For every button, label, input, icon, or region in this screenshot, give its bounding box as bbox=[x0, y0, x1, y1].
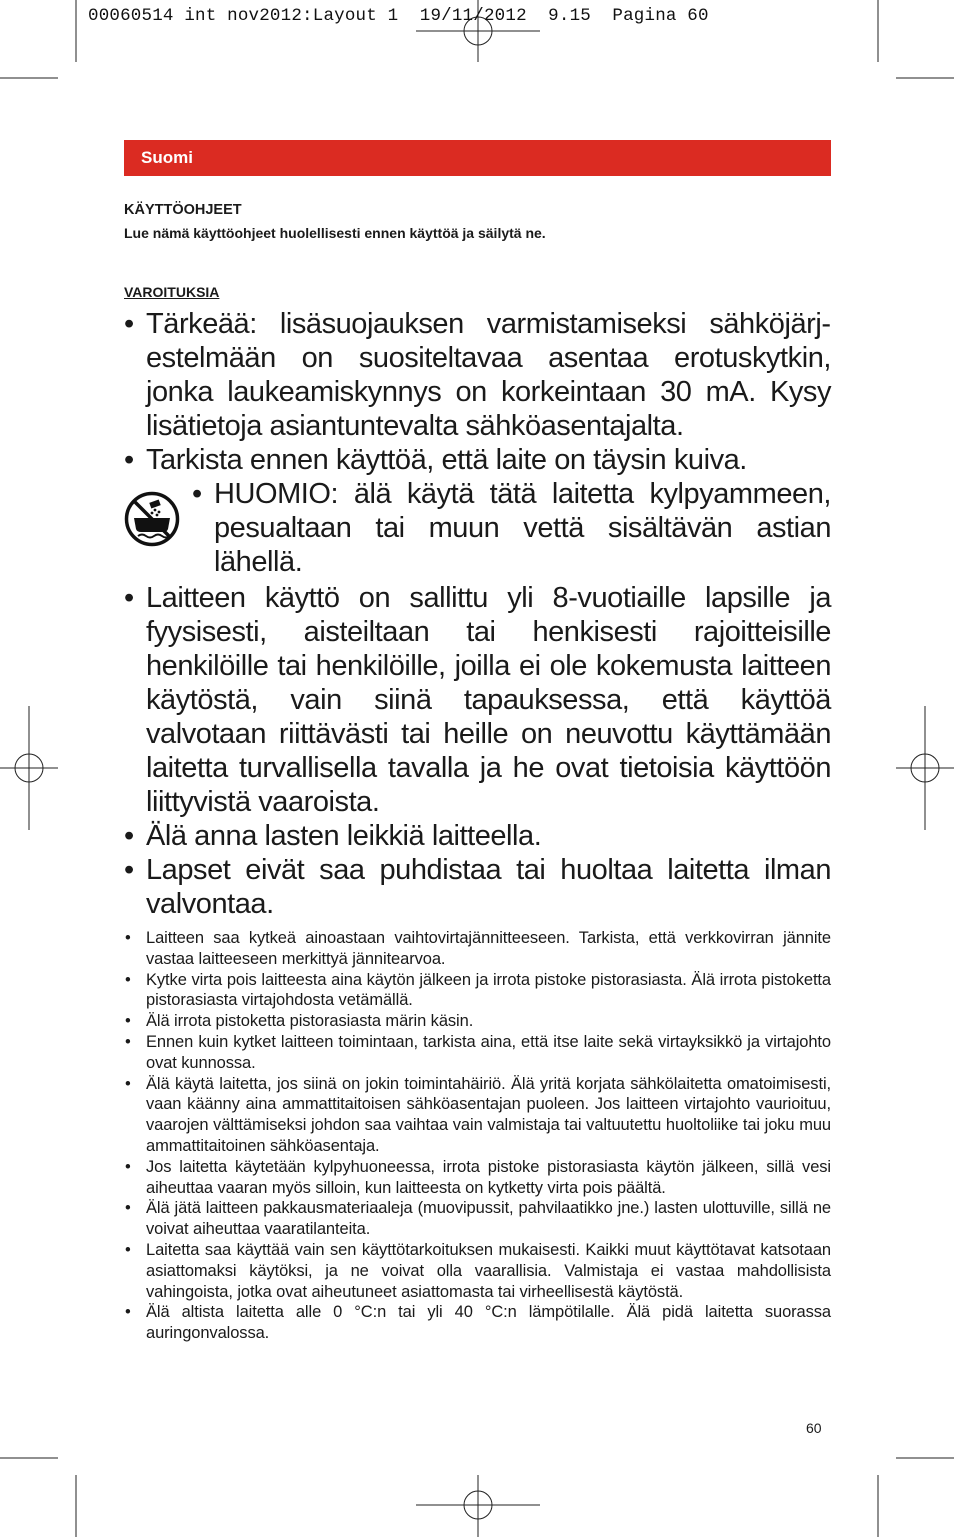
minor-warning-item: • Laitteen saa kytkeä ainoastaan vaihtovirtajännitteeseen. Tarkista, että verkkovirran jännite vastaa laitteeseen merkittyä jännitearvoa. bbox=[124, 928, 831, 970]
major-warning-item: • Älä anna lasten leikkiä laitteella. bbox=[124, 819, 831, 853]
instructions-heading: KÄYTTÖOHJEET bbox=[124, 202, 242, 218]
print-slug: 00060514 int nov2012:Layout 1 19/11/2012 9.15 Pagina 60 bbox=[88, 6, 709, 26]
language-label: Suomi bbox=[141, 148, 193, 167]
minor-warning-item: • Älä jätä laitteen pakkausmateriaaleja (muovipussit, pahvilaatikko jne.) lasten ulottuville, sillä ne voivat aiheuttaa vaaratilanteita. bbox=[124, 1198, 831, 1240]
registration-mark-right bbox=[896, 706, 954, 830]
major-warning-item: • Laitteen käyttö on sallittu yli 8-vuotiaille lapsille ja fyysisesti, aisteiltaan tai henkisesti rajoitteisille henkilöille tai henkilöille, joilla ei ole kokemusta laitteen käytöstä, vain siinä tapauksessa, että käyttöä valvotaan riittävästi tai heille on neuvottu käyttämään laitetta turvallisella tavalla ja he ovat tietoisia käyttöön liittyvistä vaaroista. bbox=[124, 581, 831, 819]
minor-warning-item: • Älä irrota pistoketta pistorasiasta märin käsin. bbox=[124, 1011, 831, 1032]
major-warnings-list bbox=[124, 307, 831, 921]
minor-warning-item: • Jos laitetta käytetään kylpyhuoneessa, irrota pistoke pistorasiasta käytön jälkeen, sillä vesi aiheuttaa vaaran myös silloin, kun laitteesta on kytketty virta pois päältä. bbox=[124, 1157, 831, 1199]
registration-mark-bottom bbox=[416, 1475, 540, 1537]
minor-warning-item: • Kytke virta pois laitteesta aina käytön jälkeen ja irrota pistoke pistorasiasta. Älä irrota pistoketta pistorasiasta virtajohdosta vetämällä. bbox=[124, 970, 831, 1012]
major-warning-item: • Tarkista ennen käyttöä, että laite on täysin kuiva. bbox=[124, 443, 831, 477]
major-warning-item: • Lapset eivät saa puhdistaa tai huoltaa laitetta ilman valvontaa. bbox=[124, 853, 831, 921]
minor-warning-item: • Älä käytä laitetta, jos siinä on jokin toimintahäiriö. Älä yritä korjata sähkölaitetta omatoimisesti, vaan käänny aina ammattitaitoisen sähköasentajan puoleen. Jos laitteen virtajohto vaurioituu, vaarojen välttämiseksi johdon saa vaihtaa vain valmistaja tai valtuutettu huoltoliike tai joku muu ammattitaitoinen sähköasentaja. bbox=[124, 1074, 831, 1157]
warnings-heading: VAROITUKSIA bbox=[124, 284, 220, 300]
language-bar bbox=[124, 140, 831, 176]
major-warning-item: • HUOMIO: älä käytä tätä laitetta kylpyammeen, pesualtaan tai muun vettä sisältävän astian lähellä. bbox=[192, 477, 831, 579]
minor-warning-item: • Laitetta saa käyttää vain sen käyttötarkoituksen mukaisesti. Kaikki muut käyttötavat katsotaan asiattomaksi käytöksi, ja ne voivat olla vaarallisia. Valmistaja ei vastaa mahdollisista vahingoista, jotka ovat aiheutuneet asiattomasta tai virheellisestä käytöstä. bbox=[124, 1240, 831, 1302]
minor-warning-item: • Älä altista laitetta alle 0 °C:n tai yli 40 °C:n lämpötilalle. Älä pidä laitetta suorassa auringonvalossa. bbox=[124, 1302, 831, 1344]
instructions-subheading: Lue nämä käyttöohjeet huolellisesti ennen käyttöä ja säilytä ne. bbox=[124, 225, 546, 241]
no-water-bath-icon bbox=[124, 491, 180, 547]
minor-warning-item: • Ennen kuin kytket laitteen toimintaan, tarkista aina, että itse laite sekä virtayksikkö ja virtajohto ovat kunnossa. bbox=[124, 1032, 831, 1074]
major-warning-item: • Tärkeää: lisäsuojauksen varmistamiseksi sähköjärjestelmään on suositeltavaa asentaa erotuskytkin, jonka laukeamiskynnys on korkeintaan 30 mA. Kysy lisätietoja asiantuntevalta sähköasentajalta. bbox=[124, 307, 831, 443]
minor-warnings-list bbox=[124, 928, 831, 1344]
page-number: 60 bbox=[806, 1420, 822, 1436]
registration-mark-left bbox=[0, 706, 58, 830]
